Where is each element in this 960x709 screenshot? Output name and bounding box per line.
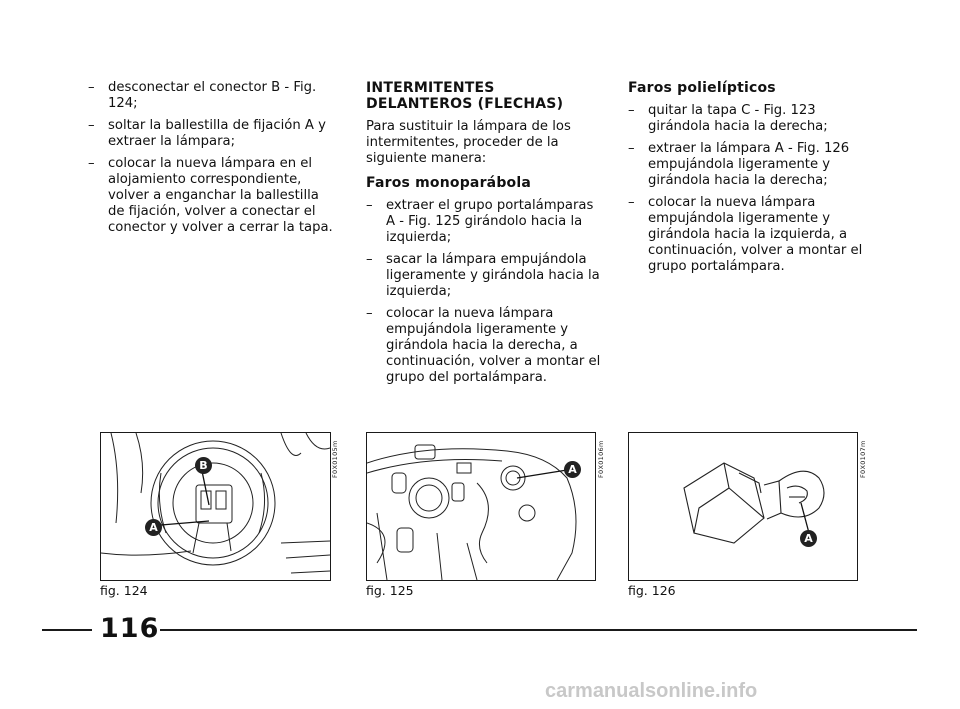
list-item	[88, 118, 338, 150]
dash: –	[366, 252, 373, 267]
dash: –	[628, 103, 635, 118]
headlamp-monoparabola-illustration	[367, 433, 595, 580]
dash: –	[628, 141, 635, 156]
dash: –	[88, 80, 95, 95]
figure-126	[628, 432, 858, 581]
headlamp-rear-illustration	[101, 433, 330, 580]
figure-caption: fig. 125	[366, 583, 414, 598]
figure-124	[100, 432, 331, 581]
item-text: extraer la lámpara A - Fig. 126 empujándola ligeramente y girándola hacia la derecha;	[648, 141, 850, 188]
item-text: colocar la nueva lámpara empujándola ligeramente y girándola hacia la izquierda, a continuación, volver a montar el grupo portalámpara.	[648, 195, 863, 274]
callout-a: A	[564, 461, 581, 478]
list-item	[88, 80, 338, 112]
item-text: soltar la ballestilla de fijación A y extraer la lámpara;	[108, 118, 326, 149]
item-text: extraer el grupo portalámparas A - Fig. 125 girándolo hacia la izquierda;	[386, 198, 594, 245]
list-item	[366, 306, 606, 386]
list-item	[366, 198, 606, 246]
list-item	[366, 252, 606, 300]
item-text: sacar la lámpara empujándola ligeramente y girándola hacia la izquierda;	[386, 252, 600, 299]
item-text: colocar la nueva lámpara empujándola ligeramente y girándola hacia la derecha, a continuación, volver a montar el grupo del portalámpara.	[386, 306, 601, 385]
figure-code: F0X0105m	[331, 440, 339, 478]
section-heading: INTERMITENTES DELANTEROS (FLECHAS)	[366, 80, 564, 112]
list-item	[628, 195, 868, 275]
subheading: Faros polielípticos	[628, 80, 776, 96]
dash: –	[366, 198, 373, 213]
callout-a: A	[145, 519, 162, 536]
page-number: 116	[100, 613, 160, 644]
dash: –	[366, 306, 373, 321]
watermark: carmanualsonline.info	[545, 680, 758, 702]
figure-code: F0X0107m	[859, 440, 867, 478]
list-item	[88, 156, 338, 236]
list-item	[628, 141, 868, 189]
item-text: quitar la tapa C - Fig. 123 girándola hacia la derecha;	[648, 103, 828, 134]
figure-125	[366, 432, 596, 581]
subheading: Faros monoparábola	[366, 175, 532, 191]
dash: –	[628, 195, 635, 210]
column-1	[88, 80, 338, 242]
intro-paragraph: Para sustituir la lámpara de los intermitentes, proceder de la siguiente manera:	[366, 119, 571, 166]
column-3	[628, 80, 868, 281]
list-item	[628, 103, 868, 135]
item-text: colocar la nueva lámpara en el alojamiento correspondiente, volver a enganchar la ballestilla de fijación, volver a conectar el conector y volver a cerrar la tapa.	[108, 156, 333, 235]
callout-a: A	[800, 530, 817, 547]
figure-caption: fig. 124	[100, 583, 148, 598]
bulb-holder-illustration	[629, 433, 857, 580]
callout-b: B	[195, 457, 212, 474]
figure-caption: fig. 126	[628, 583, 676, 598]
footer-rule-right	[160, 629, 917, 631]
dash: –	[88, 156, 95, 171]
item-text: desconectar el conector B - Fig. 124;	[108, 80, 317, 111]
column-2	[366, 80, 606, 392]
figure-code: F0X0106m	[597, 440, 605, 478]
footer-rule-left	[42, 629, 92, 631]
dash: –	[88, 118, 95, 133]
